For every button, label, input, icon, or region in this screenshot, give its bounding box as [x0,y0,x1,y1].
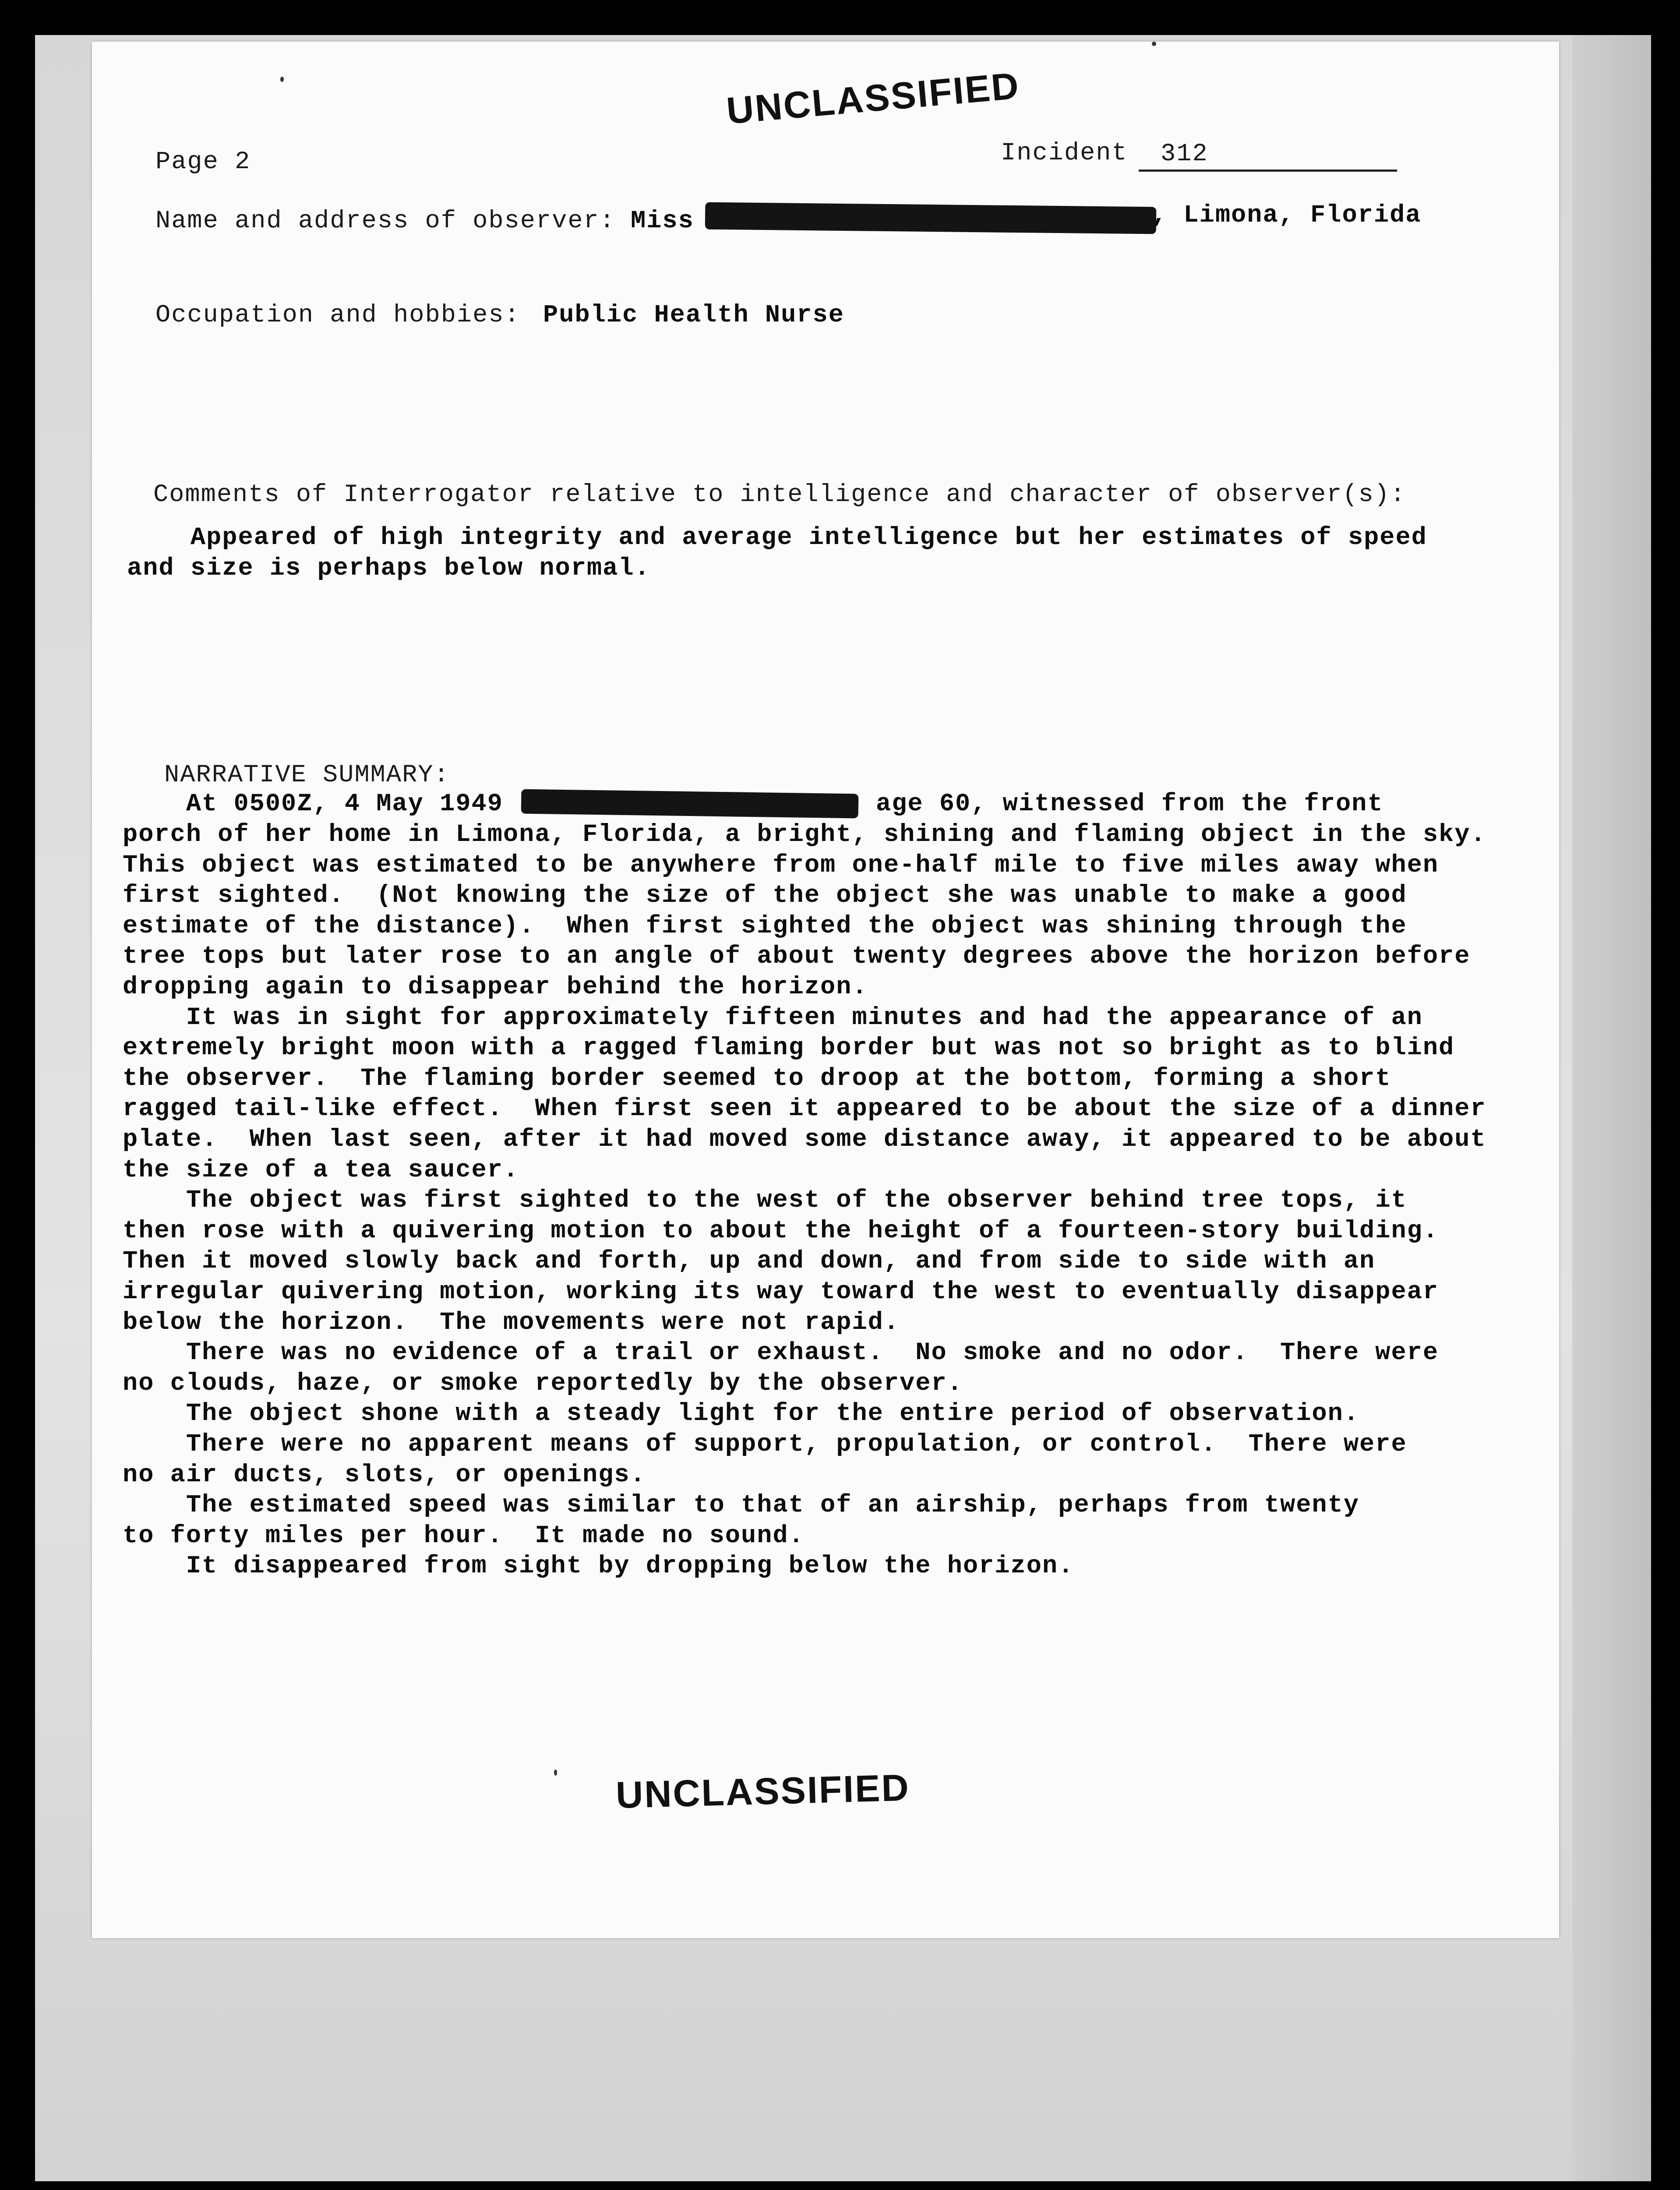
narrative-line: porch of her home in Limona, Florida, a bright, shining and flaming object in the sky. [123,821,1486,849]
narrative-line: The estimated speed was similar to that of an airship, perhaps from twenty [123,1491,1360,1519]
dust-speck [1152,42,1156,46]
narrative-line: This object was estimated to be anywhere from one-half mile to five miles away when [123,851,1439,880]
narrative-line: irregular quivering motion, working its way toward the west to eventually disappear [123,1278,1439,1306]
narrative-line: The object was first sighted to the west of the observer behind tree tops, it [123,1187,1407,1215]
narrative-line: below the horizon. The movements were not rapid. [123,1309,900,1337]
redaction-observer-name-narrative [521,789,859,819]
narrative-line: There were no apparent means of support, propulation, or control. There were [123,1431,1407,1459]
document-page [92,42,1559,1938]
narrative-line: first sighted. (Not knowing the size of the object she was unable to make a good [123,882,1407,910]
dust-speck [280,77,284,82]
narrative-line: Then it moved slowly back and forth, up and down, and from side to side with an [123,1247,1376,1275]
narrative-line: There was no evidence of a trail or exhaust. No smoke and no odor. There were [123,1339,1439,1367]
page-number: Page 2 [155,148,251,176]
occupation-label: Occupation and hobbies: [155,301,520,329]
narrative-line: to forty miles per hour. It made no sound. [123,1522,805,1550]
narrative-line: The object shone with a steady light for the entire period of observation. [123,1400,1360,1428]
narrative-line: dropping again to disappear behind the horizon. [123,973,868,1001]
narrative-line: ragged tail-like effect. When first seen it appeared to be about the size of a dinner [123,1095,1486,1123]
classification-stamp-top: UNCLASSIFIED [725,64,1022,132]
incident-label: Incident [1001,139,1128,167]
narrative-line-0: At 0500Z, 4 May 1949 [123,790,503,818]
narrative-line: It was in sight for approximately fifteen minutes and had the appearance of an [123,1004,1423,1032]
observer-location: , Limona, Florida [1152,201,1422,230]
observer-name-prefix: Miss [631,207,694,235]
narrative-line: the size of a tea saucer. [123,1156,519,1184]
narrative-line: no air ducts, slots, or openings. [123,1461,646,1489]
narrative-line: no clouds, haze, or smoke reportedly by the observer. [123,1370,963,1398]
observer-name-label: Name and address of observer: [155,207,615,235]
narrative-line: It disappeared from sight by dropping below the horizon. [123,1552,1074,1580]
comments-line-2: and size is perhaps below normal. [127,555,650,583]
narrative-line: extremely bright moon with a ragged flaming border but was not so bright as to blind [123,1034,1455,1062]
narrative-line: then rose with a quivering motion to about the height of a fourteen-story building. [123,1217,1439,1245]
narrative-line: tree tops but later rose to an angle of about twenty degrees above the horizon before [123,943,1471,971]
incident-number-underline [1139,170,1397,172]
photo-frame-edge [1572,35,1651,2181]
narrative-heading: NARRATIVE SUMMARY: [164,761,450,789]
classification-stamp-bottom: UNCLASSIFIED [615,1766,911,1816]
narrative-line: the observer. The flaming border seemed to droop at the bottom, forming a short [123,1065,1391,1093]
narrative-line-0-end: age 60, witnessed from the front [876,790,1384,818]
comments-label: Comments of Interrogator relative to intelligence and character of observer(s): [153,481,1406,509]
dust-speck [554,1770,557,1776]
incident-number: 312 [1161,140,1208,168]
narrative-line: estimate of the distance). When first sighted the object was shining through the [123,912,1407,940]
narrative-line: plate. When last seen, after it had moved some distance away, it appeared to be about [123,1126,1486,1154]
comments-line-1: Appeared of high integrity and average intelligence but her estimates of speed [127,524,1427,552]
redaction-observer-name [705,202,1157,234]
occupation-value: Public Health Nurse [543,301,844,329]
